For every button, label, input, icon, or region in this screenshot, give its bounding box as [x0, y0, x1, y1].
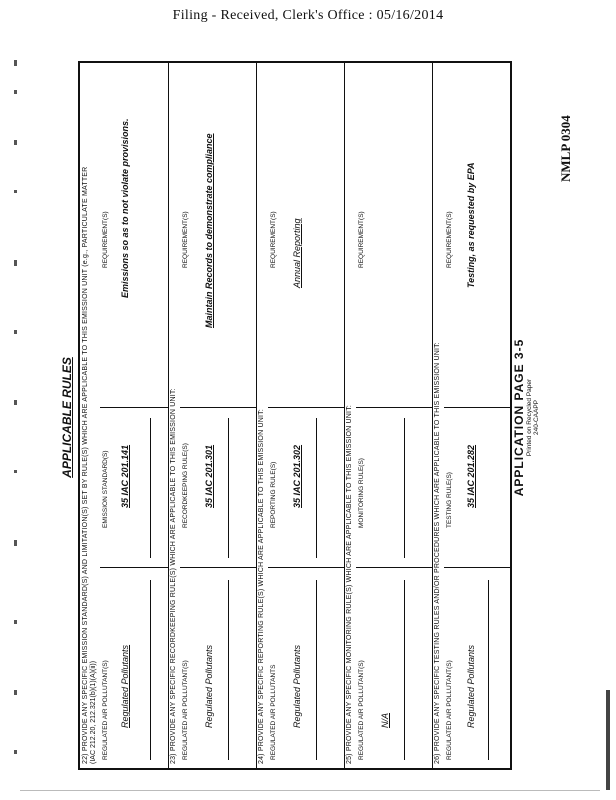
s22-pollutant: Regulated Pollutants [120, 644, 130, 728]
document-id: NMLP 0304 [558, 115, 573, 182]
s23-requirement: Maintain Records to demonstrate compliance [204, 133, 214, 328]
s23-col-requirement: REQUIREMENT(S) [182, 211, 189, 268]
s25-col-requirement: REQUIREMENT(S) [358, 211, 365, 268]
s26-col-pollutant: REGULATED AIR POLLUTANT(S) [446, 660, 453, 760]
s24-col-requirement: REQUIREMENT(S) [270, 211, 277, 268]
s25-pollutant: N/A [380, 712, 390, 728]
recycled-paper-note: Printed on Recycled Paper [526, 378, 533, 457]
section-23 [168, 63, 257, 768]
s22-col-pollutant: REGULATED AIR POLLUTANT(S) [102, 660, 109, 760]
form-title: APPLICABLE RULES [60, 357, 74, 478]
question-25: 25) PROVIDE ANY SPECIFIC MONITORING RULE(S) WHICH ARE APPLICABLE TO THIS EMISSION UNIT: [346, 404, 353, 764]
question-22: 22) PROVIDE ANY SPECIFIC EMISSION STANDARD(S) AND LIMITATION(S) SET BY RULE(S) WHICH ARE APPLICABLE TO THIS EMISSION UNIT (e.g., PARTICULATE MATTER [82, 166, 89, 764]
question-24: 24) PROVIDE ANY SPECIFIC REPORTING RULE(S) WHICH ARE APPLICABLE TO THIS EMISSION UNIT: [258, 409, 265, 764]
section-22 [80, 63, 169, 768]
s25-col-pollutant: REGULATED AIR POLLUTANT(S) [358, 660, 365, 760]
form-frame [78, 61, 512, 770]
section-24 [256, 63, 345, 768]
application-page-title: APPLICATION PAGE 3-5 [512, 338, 526, 497]
question-23: 23) PROVIDE ANY SPECIFIC RECORDKEEPING RULE(S) WHICH ARE APPLICABLE TO THIS EMISSION UNIT: [170, 388, 177, 764]
page-footer [512, 65, 540, 770]
s24-col-rule: REPORTING RULE(S) [270, 461, 277, 528]
s25-col-rule: MONITORING RULE(S) [358, 458, 365, 528]
question-26: 26) PROVIDE ANY SPECIFIC TESTING RULES AND/OR PROCEDURES WHICH ARE APPLICABLE TO THIS EMISSION UNIT: [434, 342, 441, 764]
s22-standard: 35 IAC 201.141 [120, 444, 130, 508]
s22-requirement: Emissions so as to not violate provisions. [120, 118, 130, 298]
s24-requirement: Annual Reporting [292, 218, 302, 288]
form-number: 240-CAAPP [533, 399, 540, 436]
s26-requirement: Testing, as requested by EPA [466, 162, 476, 288]
s26-col-rule: TESTING RULE(S) [446, 472, 453, 528]
form-page [60, 55, 550, 780]
s22-col-requirement: REQUIREMENT(S) [102, 211, 109, 268]
s22-col-standard: EMISSION STANDARD(S) [102, 450, 109, 528]
s26-standard: 35 IAC 201.282 [466, 444, 476, 508]
section-26 [432, 63, 510, 768]
s23-standard: 35 IAC 201.301 [204, 444, 214, 508]
s23-col-rule: RECORDKEEPING RULE(S) [182, 443, 189, 528]
question-22-ref: (IAC 212.20, 212.321(b)(1)(A)(ii)) [90, 660, 97, 764]
scan-edge-artifact [606, 690, 610, 790]
s23-col-pollutant: REGULATED AIR POLLUTANT(S) [182, 660, 189, 760]
s24-standard: 35 IAC 201.302 [292, 444, 302, 508]
scan-margin-marks [14, 60, 24, 780]
s24-col-pollutant: REGULATED AIR POLLUTANTS [270, 664, 277, 760]
s26-pollutant: Regulated Pollutants [466, 644, 476, 728]
scan-bottom-line [20, 790, 600, 791]
s24-pollutant: Regulated Pollutants [292, 644, 302, 728]
s26-col-requirement: REQUIREMENT(S) [446, 211, 453, 268]
section-25 [344, 63, 433, 768]
filing-stamp-header: Filing - Received, Clerk's Office : 05/16/2014 [172, 8, 444, 23]
s23-pollutant: Regulated Pollutants [204, 644, 214, 728]
rotated-form-sheet [60, 55, 540, 780]
